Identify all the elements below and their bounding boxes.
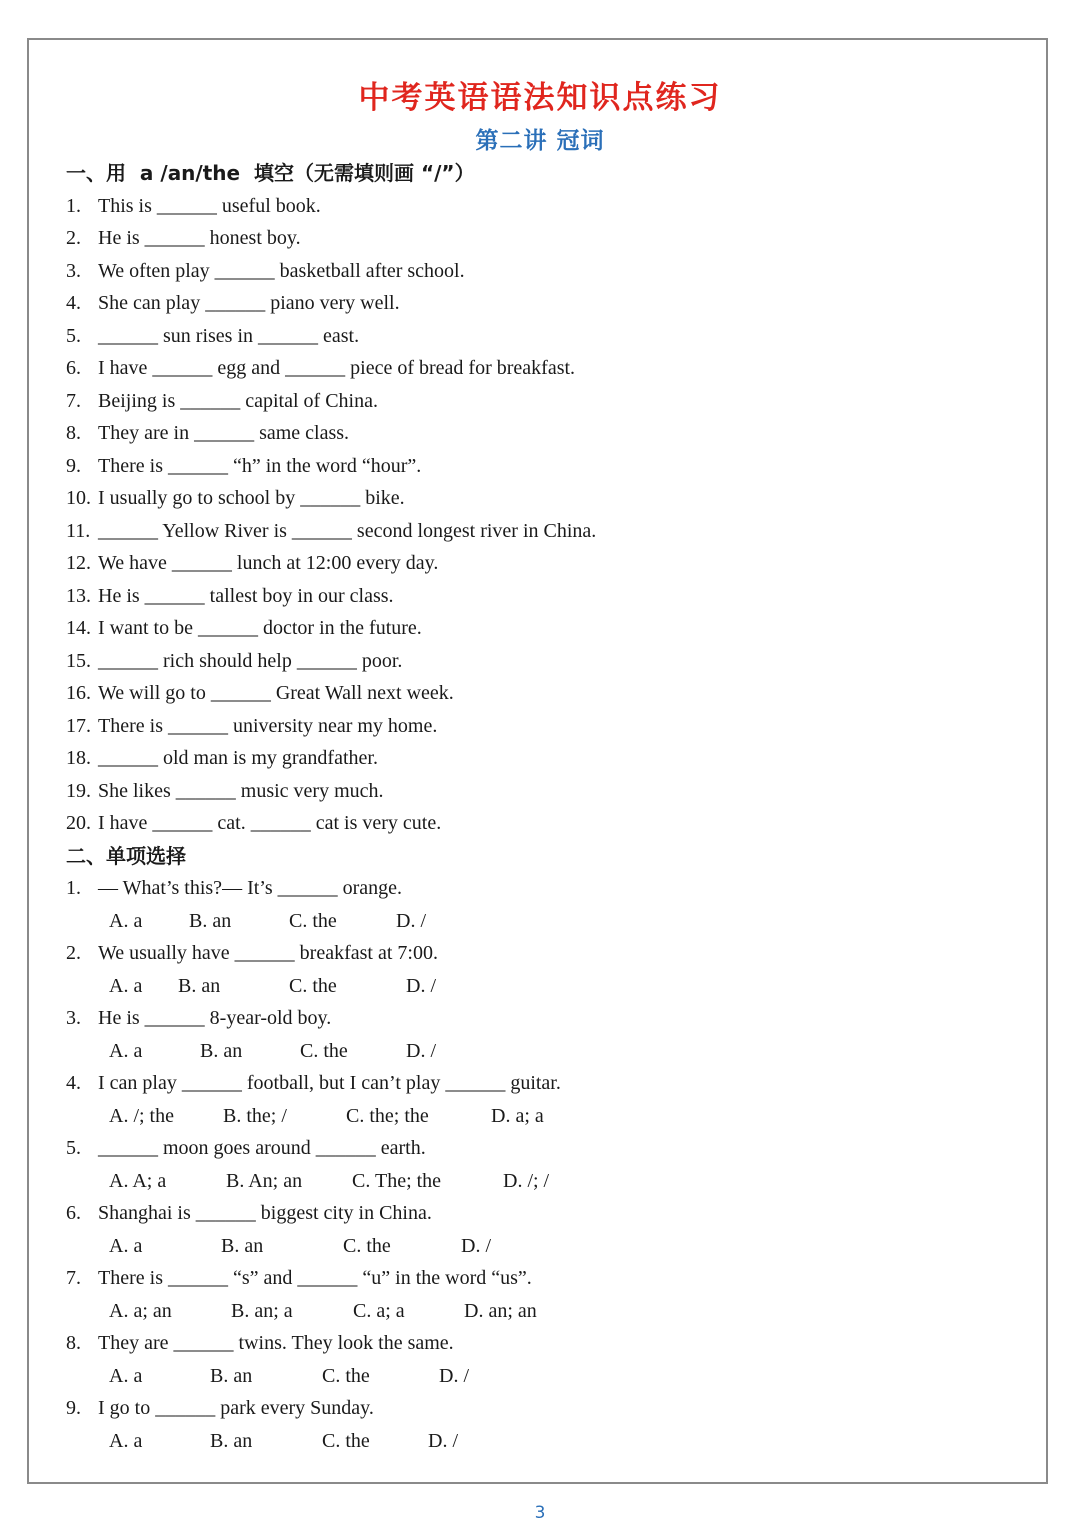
exercise-item	[66, 742, 1026, 775]
item-text: He is ______ honest boy.	[98, 227, 301, 249]
answer-option: B. an	[200, 1039, 243, 1062]
section-heading-fill-blank: 一、用 a /an/the 填空（无需填则画 “/”）	[66, 161, 475, 185]
answer-option: C. the	[289, 909, 337, 932]
item-number: 13.	[66, 584, 91, 607]
question-stem	[66, 1132, 1026, 1165]
item-text: We will go to ______ Great Wall next week.	[98, 682, 454, 704]
page-title: 中考英语语法知识点练习	[358, 80, 722, 116]
question-number: 1.	[66, 877, 81, 899]
question-text: I go to ______ park every Sunday.	[98, 1397, 374, 1419]
question-number: 6.	[66, 1202, 81, 1224]
answer-option: D. /	[439, 1364, 469, 1387]
answer-option: C. The; the	[352, 1169, 442, 1192]
item-number: 5.	[66, 324, 81, 347]
question-stem	[66, 1327, 1026, 1360]
question-stem	[66, 1067, 1026, 1100]
item-number: 8.	[66, 422, 81, 444]
multiple-choice-list	[66, 872, 1026, 1457]
exercise-item	[66, 677, 1026, 710]
question-number: 4.	[66, 1072, 81, 1094]
answer-options	[66, 1360, 1026, 1393]
item-text: There is ______ “h” in the word “hour”.	[98, 454, 422, 477]
exercise-item	[66, 222, 1026, 255]
exercise-item	[66, 775, 1026, 808]
item-text: ______ Yellow River is ______ second longest river in China.	[98, 519, 597, 542]
exercise-item	[66, 710, 1026, 743]
item-text: ______ old man is my grandfather.	[98, 747, 378, 769]
question-number: 2.	[66, 942, 81, 964]
exercise-item	[66, 320, 1026, 353]
answer-option: D. /	[461, 1234, 491, 1257]
answer-option: D. a; a	[491, 1104, 544, 1127]
answer-option: D. an; an	[464, 1299, 537, 1322]
item-number: 1.	[66, 194, 81, 217]
answer-option: B. an	[178, 974, 221, 997]
question-text: There is ______ “s” and ______ “u” in the word “us”.	[98, 1267, 532, 1289]
item-text: This is ______ useful book.	[98, 194, 321, 217]
item-number: 17.	[66, 714, 91, 737]
exercise-item	[66, 807, 1026, 840]
item-text: She can play ______ piano very well.	[98, 292, 400, 314]
answer-options	[66, 905, 1026, 938]
answer-option: A. a	[109, 909, 143, 932]
item-text: There is ______ university near my home.	[98, 714, 438, 737]
item-number: 20.	[66, 812, 91, 834]
answer-options	[66, 1425, 1026, 1458]
question-stem	[66, 937, 1026, 970]
item-text: Beijing is ______ capital of China.	[98, 389, 378, 412]
exercise-item	[66, 417, 1026, 450]
item-number: 6.	[66, 357, 81, 379]
fill-blank-list	[66, 190, 1026, 840]
item-number: 2.	[66, 227, 81, 249]
exercise-item	[66, 580, 1026, 613]
answer-options	[66, 1165, 1026, 1198]
section-heading-multiple-choice: 二、单项选择	[66, 843, 186, 868]
answer-option: D. /	[396, 909, 426, 932]
answer-option: C. the	[289, 974, 337, 997]
answer-option: C. the	[300, 1039, 348, 1062]
answer-option: D. /	[406, 974, 436, 997]
answer-option: A. a	[109, 1429, 143, 1452]
exercise-item	[66, 287, 1026, 320]
answer-option: C. the; the	[346, 1104, 429, 1127]
item-text: They are in ______ same class.	[98, 422, 350, 444]
exercise-item	[66, 255, 1026, 288]
exercise-item	[66, 385, 1026, 418]
item-text: We often play ______ basketball after school.	[98, 259, 465, 282]
item-number: 4.	[66, 292, 81, 314]
answer-option: C. a; a	[353, 1299, 405, 1322]
answer-option: B. an	[210, 1429, 253, 1452]
item-number: 14.	[66, 617, 91, 639]
answer-option: A. a; an	[109, 1299, 172, 1322]
answer-options	[66, 1230, 1026, 1263]
question-stem	[66, 1262, 1026, 1295]
answer-options	[66, 970, 1026, 1003]
item-text: ______ sun rises in ______ east.	[98, 324, 360, 347]
answer-option: A. /; the	[109, 1104, 174, 1127]
item-text: ______ rich should help ______ poor.	[98, 649, 403, 672]
exercise-item	[66, 645, 1026, 678]
question-text: Shanghai is ______ biggest city in China.	[98, 1202, 432, 1224]
answer-option: B. an	[210, 1364, 253, 1387]
answer-option: C. the	[322, 1364, 370, 1387]
worksheet-content	[66, 157, 1026, 1457]
item-text: I want to be ______ doctor in the future.	[98, 617, 422, 639]
question-text: I can play ______ football, but I can’t play ______ guitar.	[98, 1072, 561, 1094]
item-text: I usually go to school by ______ bike.	[98, 487, 405, 509]
question-text: We usually have ______ breakfast at 7:00.	[98, 942, 438, 964]
question-text: He is ______ 8-year-old boy.	[98, 1007, 332, 1029]
question-text: ______ moon goes around ______ earth.	[98, 1137, 426, 1159]
item-text: I have ______ egg and ______ piece of bread for breakfast.	[98, 357, 576, 379]
exercise-item	[66, 515, 1026, 548]
item-number: 19.	[66, 779, 91, 802]
question-number: 8.	[66, 1332, 81, 1354]
item-number: 18.	[66, 747, 91, 769]
answer-option: A. a	[109, 1364, 143, 1387]
exercise-item	[66, 612, 1026, 645]
answer-option: D. /	[428, 1429, 458, 1452]
answer-option: B. an; a	[231, 1299, 293, 1322]
item-number: 10.	[66, 487, 91, 509]
item-text: He is ______ tallest boy in our class.	[98, 584, 394, 607]
answer-option: B. the; /	[223, 1104, 287, 1127]
answer-option: C. the	[343, 1234, 391, 1257]
exercise-item	[66, 450, 1026, 483]
exercise-item	[66, 547, 1026, 580]
question-number: 3.	[66, 1007, 81, 1029]
question-number: 9.	[66, 1397, 81, 1419]
answer-option: C. the	[322, 1429, 370, 1452]
page-subtitle: 第二讲 冠词	[475, 128, 605, 154]
answer-option: B. an	[189, 909, 232, 932]
question-text: They are ______ twins. They look the same.	[98, 1332, 454, 1354]
question-stem	[66, 1002, 1026, 1035]
answer-option: A. A; a	[109, 1169, 167, 1192]
answer-options	[66, 1100, 1026, 1133]
question-stem	[66, 872, 1026, 905]
question-stem	[66, 1392, 1026, 1425]
exercise-item	[66, 352, 1026, 385]
answer-option: D. /	[406, 1039, 436, 1062]
item-number: 9.	[66, 454, 81, 477]
answer-options	[66, 1295, 1026, 1328]
item-number: 7.	[66, 389, 81, 412]
answer-option: B. an	[221, 1234, 264, 1257]
item-number: 16.	[66, 682, 91, 704]
item-text: I have ______ cat. ______ cat is very cute.	[98, 812, 442, 834]
item-number: 11.	[66, 519, 91, 542]
answer-option: D. /; /	[503, 1169, 550, 1192]
question-stem	[66, 1197, 1026, 1230]
answer-option: A. a	[109, 1039, 143, 1062]
question-number: 7.	[66, 1267, 81, 1289]
answer-option: B. An; an	[226, 1169, 303, 1192]
item-text: We have ______ lunch at 12:00 every day.	[98, 552, 439, 574]
answer-options	[66, 1035, 1026, 1068]
question-text: — What’s this?— It’s ______ orange.	[98, 877, 403, 899]
item-text: She likes ______ music very much.	[98, 779, 384, 802]
answer-option: A. a	[109, 1234, 143, 1257]
page-number: 3	[534, 1503, 546, 1523]
item-number: 3.	[66, 259, 81, 282]
exercise-item	[66, 482, 1026, 515]
item-number: 15.	[66, 649, 91, 672]
item-number: 12.	[66, 552, 91, 574]
exercise-item	[66, 190, 1026, 223]
question-number: 5.	[66, 1137, 81, 1159]
answer-option: A. a	[109, 974, 143, 997]
